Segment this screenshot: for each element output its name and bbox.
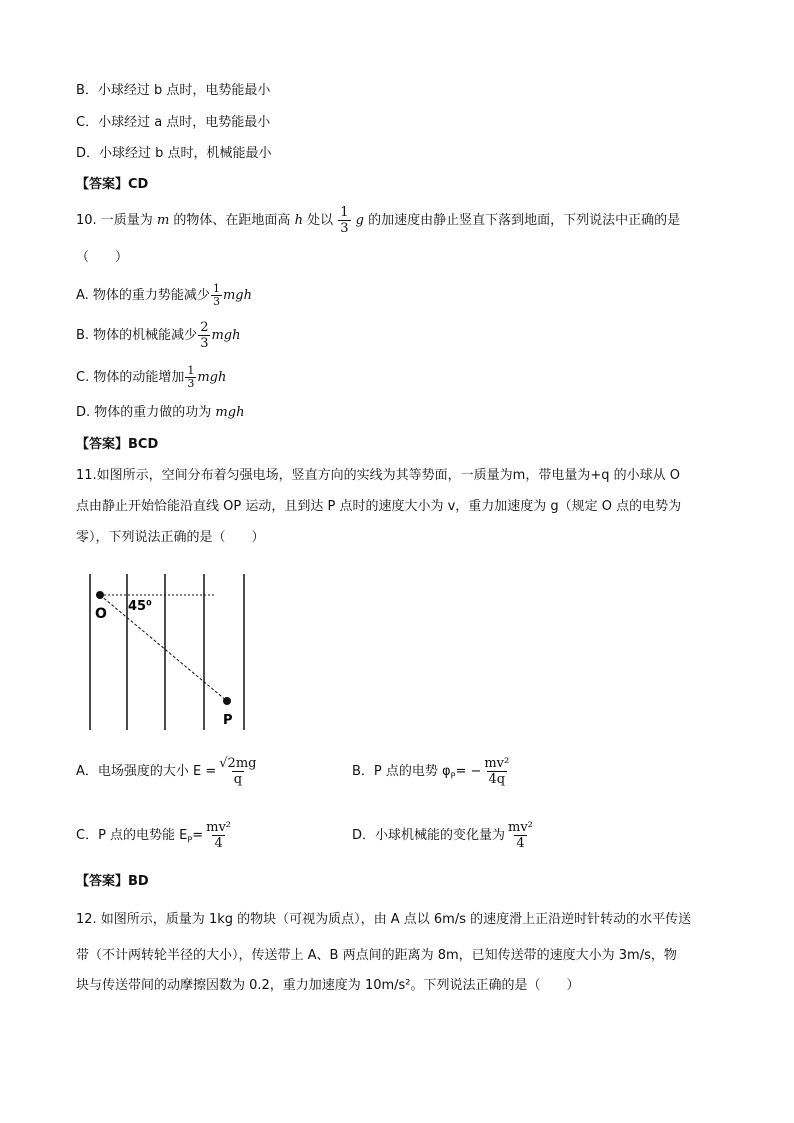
label-angle: 45⁰ [128,599,152,614]
q11-stem-line1: 11.如图所示，空间分布着匀强电场，竖直方向的实线为其等势面，一质量为m，带电量为+q 的小球从 O [76,468,680,483]
q10-option-a: A. 物体的重力势能减少 $\frac{1}{3}$ mgh [76,282,252,308]
q10-stem: 10. 一质量为 m 的物体、在距地面高 h 处以 $\frac{1}{3}$ g 的加速度由静止竖直下落到地面，下列说法中正确的是 [76,205,681,236]
q11-figure [82,570,262,735]
q11-option-a: A．电场强度的大小 E = $\frac{√2mg}{q}$ [76,756,257,787]
q10-fraction: $\frac{1}{3}$ [340,205,349,236]
point-o [96,591,104,599]
q10-option-d: D. 物体的重力做的功为 mgh [76,405,245,420]
q11-answer: 【答案】BD [76,874,149,889]
q12-stem-line3: 块与传送带间的动摩擦因数为 0.2，重力加速度为 10m/s²。下列说法正确的是（ ） [76,978,580,993]
point-p [223,697,231,705]
q10-answer: 【答案】BCD [76,437,159,452]
q11-option-c: C．P 点的电势能 $E_P=$ $\frac{\text{mv²}}{4}$ [76,820,232,851]
q12-stem-line1: 12. 如图所示，质量为 1kg 的物块（可视为质点），由 A 点以 6m/s 的速度滑上正沿逆时针转动的水平传送 [76,912,692,927]
q9-option-d: D．小球经过 b 点时，机械能最小 [76,146,272,161]
q11-option-d: D．小球机械能的变化量为 $\frac{\text{mv²}}{4}$ [352,820,533,851]
q12-stem-line2: 带（不计两转轮半径的大小），传送带上 A、B 两点间的距离为 8m，已知传送带的速度大小为 3m/s，物 [76,948,677,963]
q10-option-b: B. 物体的机械能减少 $\frac{2}{3}$ mgh [76,320,241,351]
q9-option-b: B．小球经过 b 点时，电势能最小 [76,83,271,98]
q11-option-b: B．P 点的电势 $\varphi_P=$ − $\frac{\text{mv²}}{4q}$ [352,756,510,787]
label-o: O [95,606,107,622]
label-p: P [223,713,233,728]
q11-stem-line3: 零），下列说法正确的是（ ） [76,530,265,545]
q9-option-c: C．小球经过 a 点时，电势能最小 [76,115,271,130]
q10-option-c: C. 物体的动能增加 $\frac{1}{3}$ mgh [76,364,227,390]
op-dashed-line [100,595,227,701]
q9-answer: 【答案】CD [76,177,149,192]
q10-paren: （ ） [76,250,129,265]
q11-stem-line2: 点由静止开始恰能沿直线 OP 运动，且到达 P 点时的速度大小为 v，重力加速度为 g（规定 O 点的电势为 [76,499,682,514]
